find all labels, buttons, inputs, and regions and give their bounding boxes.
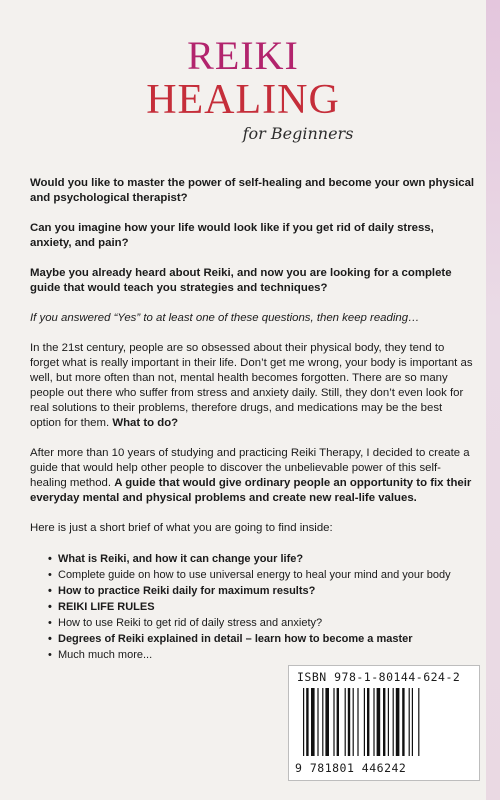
blurb <box>30 176 476 663</box>
list-item: • Complete guide on how to use universal energy to heal your mind and your body <box>30 567 476 583</box>
book-spine-edge <box>486 0 500 800</box>
paragraph-1-bold: What to do? <box>112 417 179 429</box>
barcode-digits: 9 781801 446242 <box>295 761 407 775</box>
list-item: • How to practice Reiki daily for maximum results? <box>30 583 476 599</box>
isbn-barcode <box>288 665 480 781</box>
feature-list <box>30 551 476 663</box>
list-intro: Here is just a short brief of what you are going to find inside: <box>30 522 333 534</box>
paragraph-2 <box>30 446 476 506</box>
list-item: • What is Reiki, and how it can change your life? <box>30 551 476 567</box>
title-block <box>0 0 486 143</box>
barcode-bars <box>303 688 465 760</box>
paragraph-2-text: After more than 10 years of studying and practicing Reiki Therapy, I decided to create a guide that would help other people to discover the unbelievable power of this self-healing method. <box>30 447 470 489</box>
italic-note: If you answered “Yes” to at least one of these questions, then keep reading… <box>30 312 420 324</box>
title-line-1: REIKI <box>187 33 299 78</box>
question-2: Can you imagine how your life would look like if you get rid of daily stress, anxiety, and pain? <box>30 222 434 249</box>
isbn-number: ISBN 978-1-80144-624-2 <box>297 670 461 684</box>
question-3: Maybe you already heard about Reiki, and now you are looking for a complete guide that would teach you strategies and techniques? <box>30 267 452 294</box>
list-item: • Much much more... <box>30 647 476 663</box>
subtitle: for Beginners <box>242 124 354 143</box>
paragraph-1-text: In the 21st century, people are so obsessed about their physical body, they tend to forget what is really important in their life. Don’t get me wrong, your body is important as well, but more often than not, mental health becomes forgotten. There are so many people out there who suffer from stress and anxiety daily. Still, they don’t even look for real solutions to their problems, therefore drugs, and medications may be the best option for them. <box>30 342 473 429</box>
list-item: • REIKI LIFE RULES <box>30 599 476 615</box>
paragraph-1 <box>30 341 476 431</box>
title-line-2: HEALING <box>146 77 340 123</box>
question-1: Would you like to master the power of self-healing and become your own physical and psychological therapist? <box>30 177 475 204</box>
list-item: • How to use Reiki to get rid of daily stress and anxiety? <box>30 615 476 631</box>
paragraph-2-bold: A guide that would give ordinary people an opportunity to fix their everyday mental and physical problems and create new real-life values. <box>30 477 472 504</box>
list-item: • Degrees of Reiki explained in detail – learn how to become a master <box>30 631 476 647</box>
